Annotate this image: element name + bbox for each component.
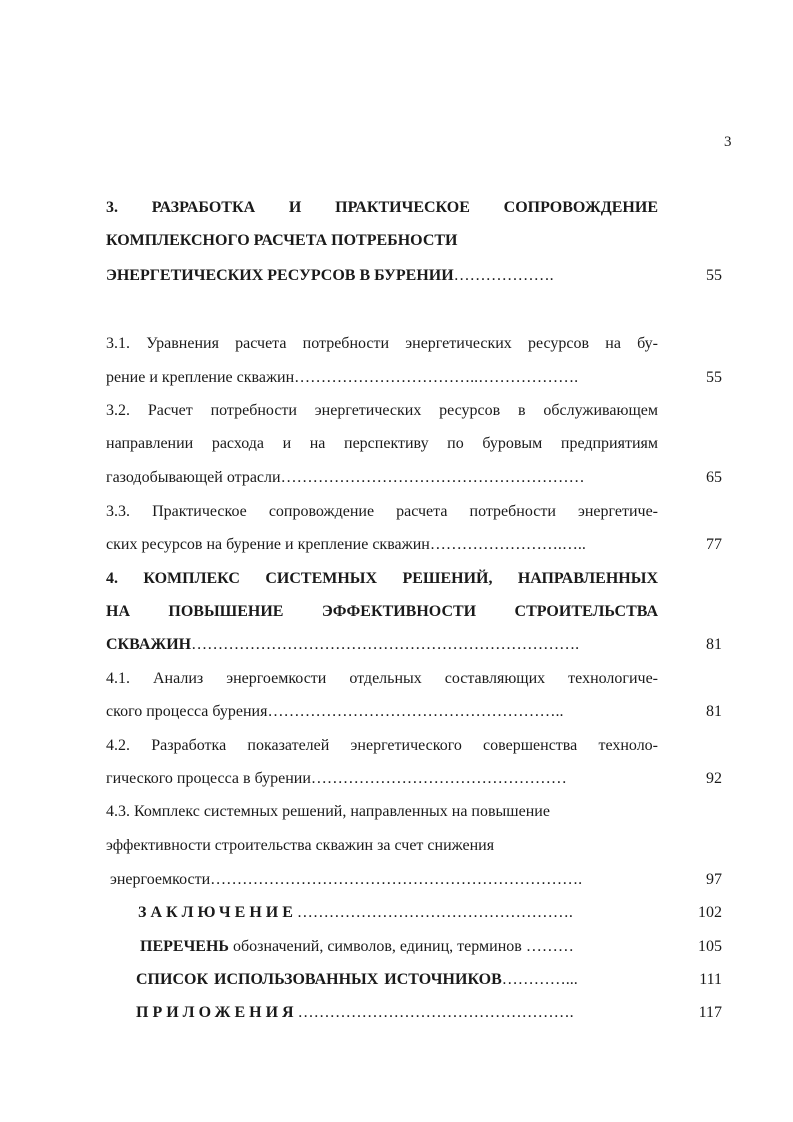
toc-page-number: 102: [698, 904, 722, 921]
toc-page-number: 92: [706, 770, 722, 787]
toc-entry-4-line-2: НА ПОВЫШЕНИЕ ЭФФЕКТИВНОСТИ СТРОИТЕЛЬСТВА: [106, 603, 658, 620]
toc-entry-4-line-3[interactable]: [106, 633, 722, 657]
toc-entry-title: СПИСОК ИСПОЛЬЗОВАННЫХ ИСТОЧНИКОВ: [136, 971, 502, 988]
toc-page-number: 55: [706, 369, 722, 386]
leader-dots: …………………….…..: [429, 536, 586, 553]
toc-entry-3-1-line-2[interactable]: [106, 366, 722, 390]
leader-dots: ………………………………………………..: [267, 703, 564, 720]
toc-entry-appendices[interactable]: [106, 1001, 722, 1025]
page-number: 3: [724, 134, 732, 150]
toc-entry-4-3-line-3[interactable]: [106, 868, 722, 892]
toc-entry-4-line-1: 4. КОМПЛЕКС СИСТЕМНЫХ РЕШЕНИЙ, НАПРАВЛЕННЫХ: [106, 570, 658, 587]
toc-entry-3-2-line-3[interactable]: [106, 466, 722, 490]
toc-entry-title: ЭНЕРГЕТИЧЕСКИХ РЕСУРСОВ В БУРЕНИИ: [106, 267, 454, 284]
toc-entry-4-2-line-2[interactable]: [106, 767, 722, 791]
leader-dots: …………………………………………….: [297, 1004, 574, 1021]
toc-page-number: 105: [698, 938, 722, 955]
toc-entry-title: СКВАЖИН: [106, 636, 192, 653]
toc-entry-3-line-3[interactable]: [106, 264, 722, 288]
leader-dots: …………...: [501, 971, 578, 988]
toc-page-number: 81: [706, 636, 722, 653]
toc-entry-glossary[interactable]: [106, 935, 722, 959]
toc-page-number: 111: [699, 971, 722, 988]
leader-dots: …………………………………………: [310, 770, 567, 787]
toc-entry-references[interactable]: [106, 968, 722, 992]
toc-entry-3-3-line-2[interactable]: [106, 533, 722, 557]
toc-entry-4-1-line-1: 4.1. Анализ энергоемкости отдельных составляющих технологиче-: [106, 670, 658, 687]
toc-entry-4-3-line-1: 4.3. Комплекс системных решений, направленных на повышение: [106, 803, 550, 820]
toc-entry-title: газодобывающей отрасли: [106, 469, 281, 486]
leader-dots: …………………………………………………………….: [210, 871, 583, 888]
leader-dots: ……………….: [453, 267, 554, 284]
toc-entry-title: ПРИЛОЖЕНИЯ: [136, 1004, 298, 1021]
toc-entry-3-2-line-1: 3.2. Расчет потребности энергетических ресурсов в обслуживающем: [106, 402, 658, 419]
toc-page-number: 81: [706, 703, 722, 720]
toc-page-number: 117: [698, 1004, 722, 1021]
leader-dots: ……………………………………………………………….: [191, 636, 580, 653]
leader-dots: …………………………………………………: [280, 469, 585, 486]
toc-page-number: 55: [706, 267, 722, 284]
toc-entry-3-1-line-1: 3.1. Уравнения расчета потребности энергетических ресурсов на бу-: [106, 335, 658, 352]
toc-entry-3-line-2: КОМПЛЕКСНОГО РАСЧЕТА ПОТРЕБНОСТИ: [106, 232, 458, 249]
toc-entry-4-2-line-1: 4.2. Разработка показателей энергетического совершенства техноло-: [106, 737, 658, 754]
toc-entry-title: энергоемкости: [110, 871, 211, 888]
toc-entry-3-2-line-2: направлении расхода и на перспективу по буровым предприятиям: [106, 435, 658, 452]
toc-entry-title: ПЕРЕЧЕНЬ: [140, 938, 229, 955]
toc-entry-conclusion[interactable]: [106, 901, 722, 925]
toc-entry-3-line-1: 3. РАЗРАБОТКА И ПРАКТИЧЕСКОЕ СОПРОВОЖДЕНИЕ: [106, 199, 658, 216]
toc-page-number: 65: [706, 469, 722, 486]
toc-entry-subtitle: обозначений, символов, единиц, терминов ………: [229, 938, 574, 955]
leader-dots: ……………………………..……………….: [294, 369, 579, 386]
toc-page-number: 77: [706, 536, 722, 553]
toc-page-number: 97: [706, 871, 722, 888]
toc-entry-title: ских ресурсов на бурение и крепление скважин: [106, 536, 430, 553]
toc-entry-4-1-line-2[interactable]: [106, 700, 722, 724]
toc-entry-title: гического процесса в бурении: [106, 770, 311, 787]
toc-entry-title: ского процесса бурения: [106, 703, 268, 720]
toc-entry-title: рение и крепление скважин: [106, 369, 295, 386]
toc-entry-3-3-line-1: 3.3. Практическое сопровождение расчета потребности энергетиче-: [106, 503, 658, 520]
toc-entry-title: ЗАКЛЮЧЕНИЕ: [138, 904, 297, 921]
leader-dots: …………………………………………….: [296, 904, 573, 921]
toc-entry-4-3-line-2: эффективности строительства скважин за счет снижения: [106, 837, 495, 854]
